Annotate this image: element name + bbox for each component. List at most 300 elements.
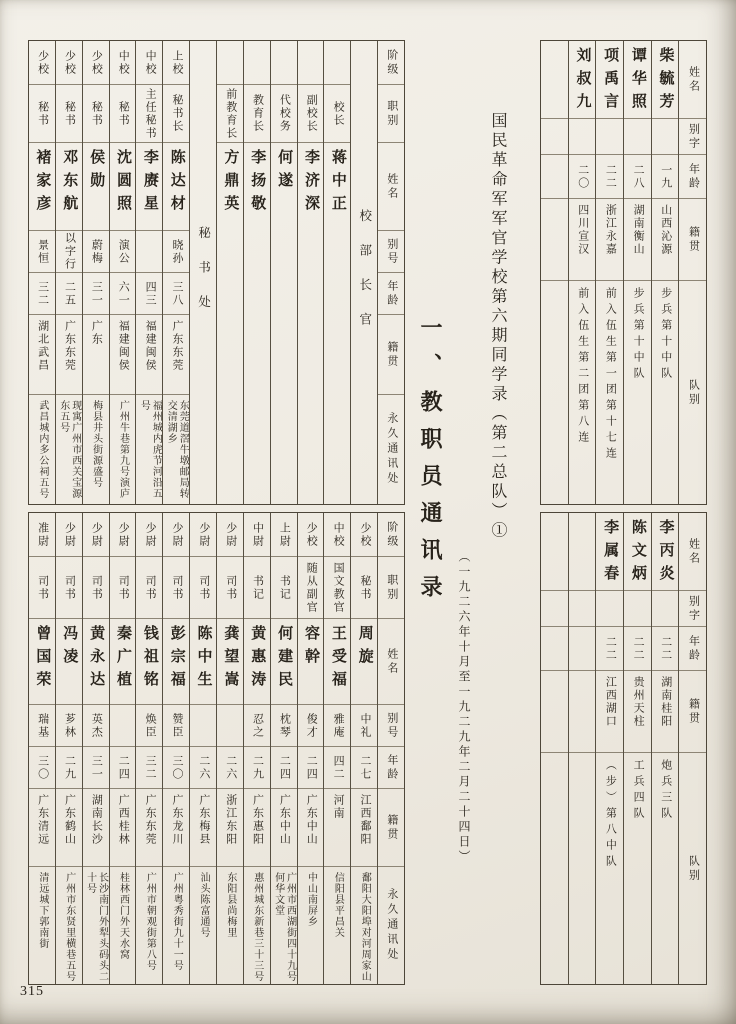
native-place-cell-text: 广东东莞 xyxy=(63,320,76,372)
byname-cell xyxy=(298,705,324,747)
record-column xyxy=(162,41,189,504)
rank-cell xyxy=(271,513,297,557)
native-place-cell-text: 广东清远 xyxy=(36,794,49,846)
header-age-text: 年龄 xyxy=(687,634,700,663)
address-cell xyxy=(29,867,55,984)
position-cell-text: 校长 xyxy=(332,100,345,127)
native-place-cell xyxy=(351,789,377,867)
position-cell xyxy=(244,85,270,143)
name-cell xyxy=(190,619,216,705)
age-cell xyxy=(110,747,136,789)
record-column xyxy=(350,513,377,984)
age-cell xyxy=(271,747,297,789)
position-cell xyxy=(217,557,243,619)
rank-cell-text: 少校 xyxy=(305,521,318,548)
name-cell-text: 何建民 xyxy=(276,625,293,694)
rank-cell xyxy=(136,513,162,557)
name-cell-text: 蒋中正 xyxy=(329,149,346,218)
header-column xyxy=(678,513,706,984)
rank-cell xyxy=(110,41,136,85)
byname-cell-text: 晓孙 xyxy=(170,238,183,265)
position-cell-text: 书记 xyxy=(251,574,264,601)
address-cell-text: 惠州城东新巷三十三号 xyxy=(251,872,263,982)
byname-cell xyxy=(56,231,82,273)
native-place-cell xyxy=(271,789,297,867)
position-cell xyxy=(136,85,162,143)
byname-cell xyxy=(110,231,136,273)
address-cell-text: 鄱阳大阳埠对河周家山 xyxy=(359,872,371,982)
empty-cell xyxy=(541,753,568,984)
staff-table-clerks xyxy=(28,512,405,985)
position-cell-text: 司书 xyxy=(144,574,157,601)
address-cell-text: 广州市朝观街第八号 xyxy=(144,872,156,971)
record-column xyxy=(323,513,350,984)
courtesy-cell xyxy=(652,119,679,155)
header-native xyxy=(378,789,404,867)
position-cell-text: 司书 xyxy=(197,574,210,601)
native-place-cell-text: 湖南桂阳 xyxy=(659,676,672,728)
position-cell-text: 司书 xyxy=(117,574,130,601)
address-cell-text: 长沙南门外犁头码头二十号 xyxy=(84,872,108,982)
name-cell xyxy=(56,143,82,231)
age-cell-text: 二九 xyxy=(63,754,76,781)
name-cell-text: 褚家彦 xyxy=(34,149,51,218)
position-cell-text: 秘书 xyxy=(117,100,130,127)
name-cell-text: 黄惠涛 xyxy=(249,625,266,694)
native-place-cell-text: 广东惠阳 xyxy=(251,794,264,846)
record-column xyxy=(162,513,189,984)
name-cell xyxy=(569,41,596,119)
record-column xyxy=(109,41,136,504)
unit-cell-text: 前入伍生第一团第十七连 xyxy=(604,287,617,463)
name-cell xyxy=(56,619,82,705)
unit-cell xyxy=(652,281,679,504)
record-column xyxy=(595,513,623,984)
position-cell-text: 秘书 xyxy=(63,100,76,127)
position-cell xyxy=(324,85,350,143)
record-column xyxy=(651,41,679,504)
address-cell-text: 信阳县平昌关 xyxy=(332,872,344,938)
native-place-cell-text: 四川宣汉 xyxy=(576,204,589,256)
address-cell xyxy=(217,867,243,984)
address-cell-text: 福州城内虎节河沿五号 xyxy=(138,400,162,499)
address-cell xyxy=(136,395,162,504)
record-column xyxy=(243,513,270,984)
native-place-cell xyxy=(217,789,243,867)
header-native xyxy=(378,315,404,395)
header-native-text: 籍贯 xyxy=(385,340,398,369)
address-cell xyxy=(298,867,324,984)
age-cell-text: 三八 xyxy=(170,280,183,307)
name-cell xyxy=(624,513,651,591)
native-place-cell-text: 广东东莞 xyxy=(144,794,157,846)
header-address xyxy=(378,867,404,984)
address-cell xyxy=(29,395,55,504)
native-place-cell xyxy=(136,789,162,867)
rank-cell xyxy=(298,41,324,85)
unit-cell xyxy=(624,281,651,504)
rank-cell-text: 少尉 xyxy=(90,521,103,548)
byname-cell xyxy=(190,705,216,747)
name-cell-text: 柴毓芳 xyxy=(657,47,674,116)
position-cell xyxy=(271,85,297,143)
position-cell-text: 司书 xyxy=(224,574,237,601)
position-cell xyxy=(190,557,216,619)
name-cell-text: 陈文炳 xyxy=(629,519,646,588)
age-cell xyxy=(83,747,109,789)
age-cell xyxy=(652,627,679,671)
address-cell xyxy=(56,867,82,984)
age-cell xyxy=(351,747,377,789)
age-cell-text: 二八 xyxy=(632,163,645,190)
position-cell xyxy=(110,557,136,619)
age-cell xyxy=(298,747,324,789)
empty-column xyxy=(541,513,568,984)
age-cell-text: 二四 xyxy=(117,754,130,781)
section-label-column xyxy=(189,41,216,504)
age-cell-text: 二九 xyxy=(251,754,264,781)
position-cell xyxy=(29,85,55,143)
courtesy-cell xyxy=(569,119,596,155)
byname-cell xyxy=(56,705,82,747)
address-cell xyxy=(351,867,377,984)
byname-cell xyxy=(110,705,136,747)
position-cell-text: 司书 xyxy=(90,574,103,601)
age-cell-text: 三一 xyxy=(90,754,103,781)
byname-cell-text: 演公 xyxy=(117,238,130,265)
name-cell-text: 陈中生 xyxy=(195,625,212,694)
age-cell xyxy=(190,747,216,789)
header-native-text: 籍贯 xyxy=(687,225,700,254)
record-column xyxy=(135,41,162,504)
record-column xyxy=(243,41,270,504)
roster-table-bottom xyxy=(540,512,707,985)
rank-cell-text: 少尉 xyxy=(170,521,183,548)
header-rank xyxy=(378,513,404,557)
native-place-cell xyxy=(56,315,82,395)
age-cell xyxy=(56,747,82,789)
name-cell-text: 钱祖铭 xyxy=(141,625,158,694)
header-name xyxy=(378,143,404,231)
header-rank xyxy=(378,41,404,85)
record-column xyxy=(297,41,324,504)
rank-cell xyxy=(29,513,55,557)
empty-cell xyxy=(569,513,596,591)
position-cell xyxy=(244,557,270,619)
byname-cell-text: 蔚梅 xyxy=(90,238,103,265)
section-label-text: 秘书处 xyxy=(196,226,211,330)
age-cell-text: 六一 xyxy=(117,280,130,307)
page-title: 国民革命军军官学校第六期同学录（第二总队）① xyxy=(489,112,506,541)
record-column xyxy=(595,41,623,504)
header-native-text: 籍贯 xyxy=(687,697,700,726)
byname-cell xyxy=(244,705,270,747)
name-cell xyxy=(136,143,162,231)
age-cell-text: 一九 xyxy=(659,163,672,190)
courtesy-cell xyxy=(652,591,679,627)
empty-cell xyxy=(541,155,568,199)
position-cell-text: 司书 xyxy=(63,574,76,601)
byname-cell xyxy=(136,231,162,273)
name-cell xyxy=(29,619,55,705)
record-column xyxy=(323,41,350,504)
name-cell-text: 冯凌 xyxy=(61,625,78,671)
native-place-cell xyxy=(652,671,679,753)
native-place-cell-text: 湖南长沙 xyxy=(90,794,103,846)
name-cell xyxy=(83,143,109,231)
native-place-cell-text: 浙江东阳 xyxy=(224,794,237,846)
unit-cell-text: 工兵四队 xyxy=(632,759,645,823)
native-place-cell xyxy=(110,789,136,867)
position-cell xyxy=(163,85,189,143)
empty-cell xyxy=(271,231,297,504)
address-cell-text: 梅县井头街源盛号 xyxy=(90,400,102,488)
age-cell xyxy=(217,747,243,789)
native-place-cell-text: 贵州天柱 xyxy=(632,676,645,728)
position-cell-text: 前教育长 xyxy=(224,87,237,140)
name-cell-text: 方鼎英 xyxy=(222,149,239,218)
native-place-cell xyxy=(298,789,324,867)
native-place-cell-text: 江西湖口 xyxy=(604,676,617,728)
header-unit xyxy=(679,753,706,984)
native-place-cell-text: 广东梅县 xyxy=(197,794,210,846)
rank-cell xyxy=(244,513,270,557)
empty-cell xyxy=(324,231,350,504)
age-cell-text: 二二 xyxy=(604,163,617,190)
empty-cell xyxy=(541,41,568,119)
header-native-text: 籍贯 xyxy=(385,813,398,842)
name-cell xyxy=(271,619,297,705)
record-column xyxy=(623,41,651,504)
byname-cell xyxy=(29,231,55,273)
rank-cell xyxy=(324,513,350,557)
native-place-cell xyxy=(56,789,82,867)
address-cell xyxy=(324,867,350,984)
rank-cell-text: 上尉 xyxy=(278,521,291,548)
byname-cell xyxy=(136,705,162,747)
native-place-cell xyxy=(83,789,109,867)
record-column xyxy=(651,513,679,984)
age-cell xyxy=(596,627,623,671)
name-cell-text: 王受福 xyxy=(329,625,346,694)
empty-cell xyxy=(569,671,596,753)
position-cell xyxy=(298,557,324,619)
native-place-cell xyxy=(136,315,162,395)
name-cell-text: 沈圆照 xyxy=(114,149,131,218)
position-cell-text: 国文教官 xyxy=(332,561,345,614)
position-cell-text: 教育长 xyxy=(251,94,264,133)
header-name xyxy=(679,513,706,591)
rank-cell xyxy=(56,513,82,557)
rank-cell xyxy=(56,41,82,85)
record-column xyxy=(82,513,109,984)
name-cell-text: 容幹 xyxy=(302,625,319,671)
rank-cell-text: 少尉 xyxy=(63,521,76,548)
native-place-cell xyxy=(596,671,623,753)
age-cell xyxy=(83,273,109,315)
position-cell xyxy=(136,557,162,619)
native-place-cell xyxy=(244,789,270,867)
empty-cell xyxy=(541,627,568,671)
record-column xyxy=(297,513,324,984)
name-cell xyxy=(652,41,679,119)
position-cell-text: 代校务 xyxy=(278,94,291,133)
address-cell xyxy=(56,395,82,504)
name-cell xyxy=(324,143,350,231)
address-cell-text: 东阳县尚梅里 xyxy=(224,872,236,938)
empty-cell xyxy=(569,627,596,671)
address-cell-text: 东莞道滘牛墩邮局转交清湖乡 xyxy=(165,400,189,499)
empty-cell xyxy=(217,231,243,504)
rank-cell-text: 中校 xyxy=(144,49,157,76)
age-cell-text: 二〇 xyxy=(576,163,589,190)
age-cell xyxy=(56,273,82,315)
byname-cell-text: 以字行 xyxy=(63,232,76,271)
byname-cell xyxy=(217,705,243,747)
record-column xyxy=(216,41,243,504)
rank-cell xyxy=(217,513,243,557)
header-name-text: 姓名 xyxy=(385,647,398,676)
native-place-cell-text: 广东东莞 xyxy=(170,320,183,372)
name-cell xyxy=(652,513,679,591)
record-column xyxy=(82,41,109,504)
native-place-cell-text: 浙江永嘉 xyxy=(604,204,617,256)
rank-cell-text: 少尉 xyxy=(117,521,130,548)
name-cell-text: 李赓星 xyxy=(141,149,158,218)
position-cell xyxy=(351,557,377,619)
header-position-text: 职别 xyxy=(385,573,398,602)
name-cell xyxy=(351,619,377,705)
native-place-cell-text: 山西沁源 xyxy=(659,204,672,256)
position-cell-text: 书记 xyxy=(278,574,291,601)
unit-cell xyxy=(652,753,679,984)
table-columns xyxy=(29,513,404,984)
header-age xyxy=(679,155,706,199)
address-cell-text: 清远城下郭南街 xyxy=(36,872,48,949)
header-courtesy-text: 别字 xyxy=(687,122,700,151)
unit-cell-text: 炮兵三队 xyxy=(659,759,672,823)
byname-cell-text: 雅庵 xyxy=(332,712,345,739)
header-age xyxy=(378,273,404,315)
header-byname-text: 别号 xyxy=(385,711,398,740)
header-column xyxy=(377,41,404,504)
unit-cell-text: （步）第八中队 xyxy=(604,759,617,871)
native-place-cell xyxy=(163,315,189,395)
byname-cell xyxy=(351,705,377,747)
position-cell-text: 随从副官 xyxy=(305,561,318,614)
native-place-cell-text: 福建闽侯 xyxy=(144,320,157,372)
age-cell xyxy=(596,155,623,199)
name-cell-text: 李属春 xyxy=(602,519,619,588)
age-cell-text: 二二 xyxy=(659,635,672,662)
staff-table-headquarters xyxy=(28,40,405,505)
age-cell xyxy=(163,273,189,315)
record-column xyxy=(55,41,82,504)
position-cell-text: 秘书 xyxy=(90,100,103,127)
rank-cell-text: 少校 xyxy=(36,49,49,76)
unit-cell xyxy=(624,753,651,984)
name-cell xyxy=(596,41,623,119)
header-name xyxy=(378,619,404,705)
header-unit xyxy=(679,281,706,504)
name-cell-text: 曾国荣 xyxy=(34,625,51,694)
name-cell xyxy=(29,143,55,231)
header-name-text: 姓名 xyxy=(385,172,398,201)
native-place-cell xyxy=(163,789,189,867)
name-cell-text: 李丙炎 xyxy=(657,519,674,588)
rank-cell xyxy=(163,513,189,557)
byname-cell-text: 枕琴 xyxy=(278,712,291,739)
rank-cell-text: 少尉 xyxy=(144,521,157,548)
record-column xyxy=(189,513,216,984)
age-cell-text: 二四 xyxy=(305,754,318,781)
native-place-cell xyxy=(29,315,55,395)
header-age xyxy=(679,627,706,671)
address-cell-text: 现寓广州市西关宝源东五号 xyxy=(57,400,81,499)
header-byname xyxy=(378,231,404,273)
name-cell-text: 谭华照 xyxy=(629,47,646,116)
name-cell-text: 项禹言 xyxy=(602,47,619,116)
address-cell-text: 广州粤秀街九十一号 xyxy=(171,872,183,971)
empty-cell xyxy=(244,231,270,504)
table-columns xyxy=(541,41,706,504)
position-cell xyxy=(56,85,82,143)
rank-cell xyxy=(163,41,189,85)
name-cell xyxy=(136,619,162,705)
age-cell-text: 二二 xyxy=(604,635,617,662)
record-column xyxy=(29,513,55,984)
header-byname-text: 别号 xyxy=(385,237,398,266)
courtesy-cell xyxy=(596,119,623,155)
empty-column xyxy=(568,513,596,984)
header-column xyxy=(678,41,706,504)
header-name-text: 姓名 xyxy=(687,65,700,94)
header-courtesy xyxy=(679,591,706,627)
header-unit-text: 队别 xyxy=(687,378,700,407)
byname-cell-text: 赞臣 xyxy=(170,712,183,739)
age-cell xyxy=(624,155,651,199)
section-heading: 一、教职员通讯录 xyxy=(418,316,443,612)
empty-cell xyxy=(569,753,596,984)
section-label xyxy=(190,41,216,504)
native-place-cell xyxy=(652,199,679,281)
name-cell-text: 刘叔九 xyxy=(574,47,591,116)
age-cell-text: 四二 xyxy=(332,754,345,781)
unit-cell-text: 步兵第十中队 xyxy=(632,287,645,383)
table-columns xyxy=(29,41,404,504)
address-cell-text: 广州牛巷第九号演庐 xyxy=(117,400,129,499)
section-label-text: 校部长官 xyxy=(357,209,372,347)
age-cell-text: 三〇 xyxy=(170,754,183,781)
address-cell-text: 广州市西湖街四十九号何华文堂 xyxy=(272,872,296,982)
byname-cell xyxy=(29,705,55,747)
name-cell-text: 李扬敬 xyxy=(249,149,266,218)
position-cell xyxy=(83,85,109,143)
empty-cell xyxy=(541,513,568,591)
native-place-cell xyxy=(110,315,136,395)
byname-cell-text: 芗林 xyxy=(63,712,76,739)
position-cell-text: 秘书 xyxy=(36,100,49,127)
address-cell-text: 汕头陈富通号 xyxy=(198,872,210,938)
position-cell xyxy=(110,85,136,143)
name-cell xyxy=(244,143,270,231)
native-place-cell xyxy=(29,789,55,867)
byname-cell xyxy=(324,705,350,747)
record-column xyxy=(623,513,651,984)
rank-cell-text: 少校 xyxy=(90,49,103,76)
byname-cell-text: 忍之 xyxy=(251,712,264,739)
name-cell xyxy=(596,513,623,591)
